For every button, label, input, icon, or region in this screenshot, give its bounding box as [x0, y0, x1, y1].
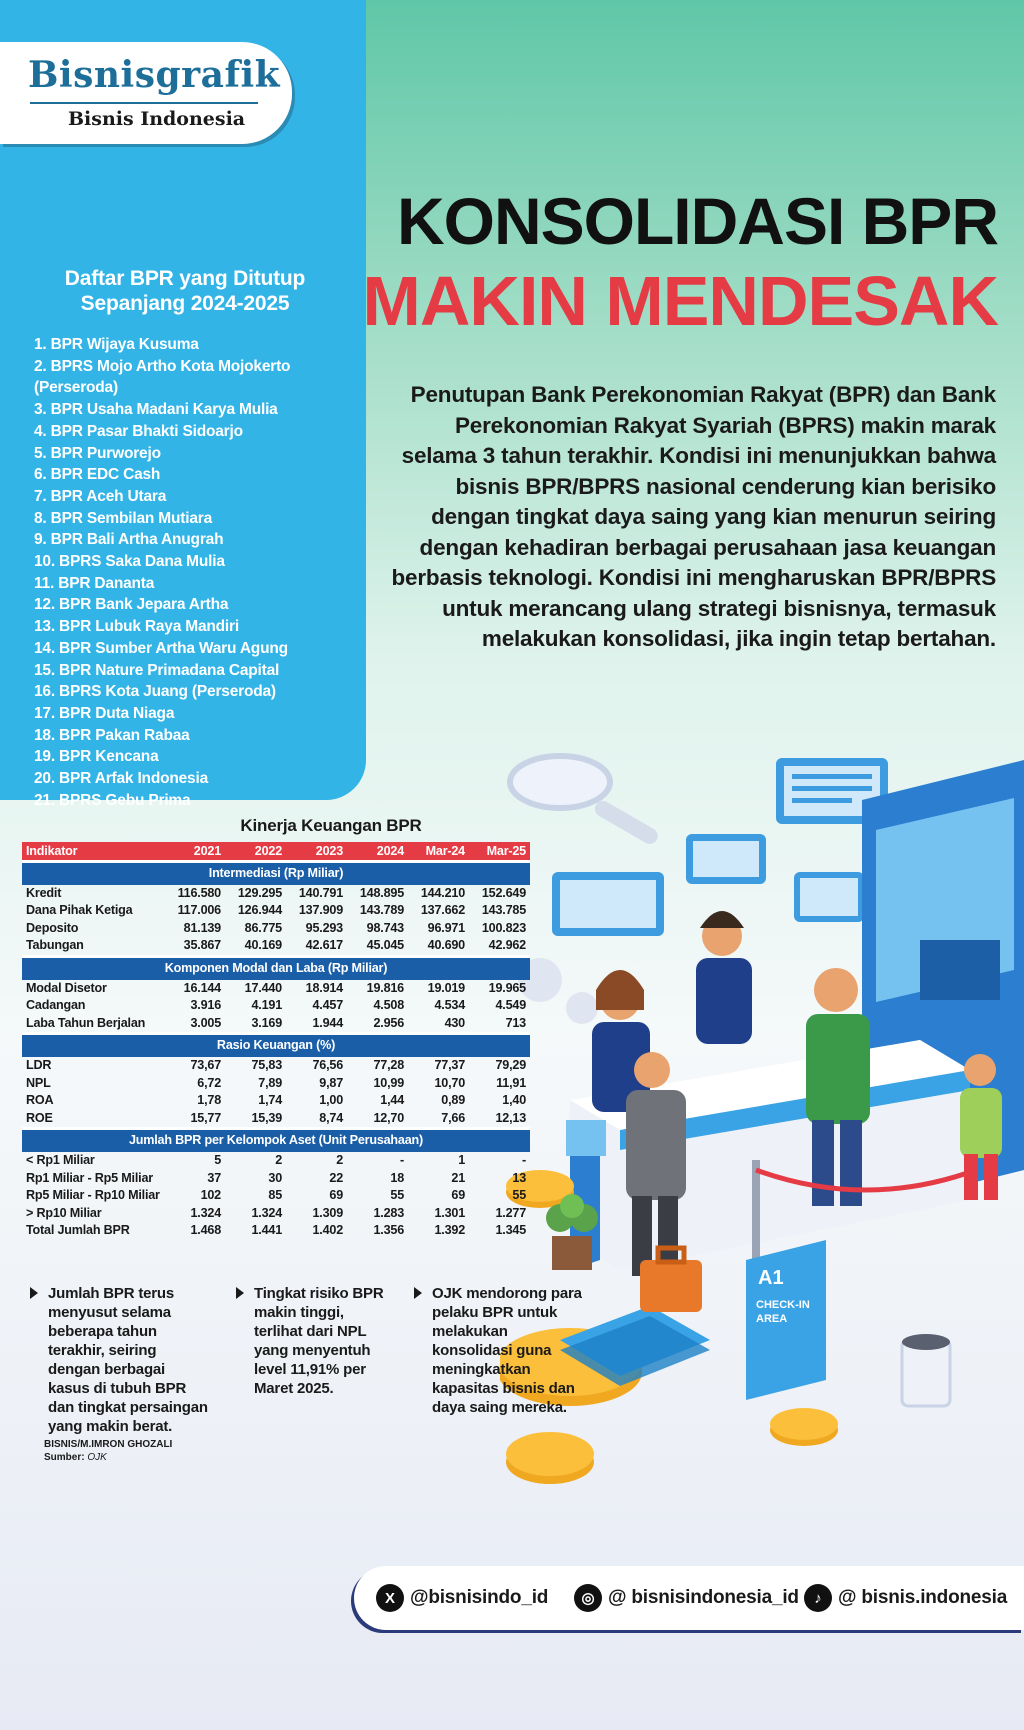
row-value: 18: [390, 1170, 404, 1185]
closed-bpr-item: 17. BPR Duta Niaga: [34, 704, 175, 722]
table-body: [22, 862, 530, 1240]
section-header-row: [22, 1034, 530, 1057]
row-value: 4.508: [373, 998, 404, 1013]
row-value: 12,13: [495, 1110, 526, 1125]
teller-man: [696, 911, 752, 1044]
row-value: 143.789: [359, 903, 404, 918]
row-value: 1.402: [312, 1223, 343, 1238]
row-value: 1.283: [373, 1205, 404, 1220]
row-label: NPL: [26, 1075, 51, 1090]
table-row: [22, 1075, 530, 1093]
section-header-row: [22, 1129, 530, 1152]
social-instagram[interactable]: [574, 1584, 799, 1612]
row-value: 102: [200, 1188, 221, 1203]
closed-bpr-item: 5. BPR Purworejo: [34, 444, 161, 462]
closed-bpr-item: 20. BPR Arfak Indonesia: [34, 770, 208, 788]
closed-bpr-item: 3. BPR Usaha Madani Karya Mulia: [34, 401, 278, 419]
credit-source: [44, 1451, 172, 1464]
row-value: 13: [512, 1170, 526, 1185]
row-value: 75,83: [251, 1057, 282, 1072]
section-title: Rasio Keuangan (%): [22, 1034, 530, 1057]
row-value: 55: [390, 1188, 404, 1203]
check-in-sign: [746, 1240, 826, 1400]
section-header-row: [22, 862, 530, 885]
row-label: > Rp10 Miliar: [26, 1205, 102, 1220]
row-value: 7,66: [441, 1110, 465, 1125]
row-value: 4.534: [434, 998, 465, 1013]
closed-bpr-item: 10. BPRS Saka Dana Mulia: [34, 553, 225, 571]
tiktok-icon: ♪: [804, 1584, 832, 1612]
closed-bpr-item: 6. BPR EDC Cash: [34, 466, 161, 484]
row-label: Tabungan: [26, 938, 84, 953]
bank-illustration: [500, 740, 1024, 1600]
column-header: Mar-24: [408, 842, 469, 862]
financial-performance-table: [22, 816, 530, 1240]
row-value: 98.743: [366, 920, 404, 935]
row-value: -: [522, 1152, 526, 1167]
row-label: Dana Pihak Ketiga: [26, 903, 133, 918]
table-row: [22, 997, 530, 1015]
row-value: 16.144: [183, 980, 221, 995]
credit-author: BISNIS/M.IMRON GHOZALI: [44, 1439, 173, 1450]
sign-text-2: AREA: [756, 1313, 788, 1325]
row-value: 2: [336, 1152, 343, 1167]
coin-icon-right: [770, 1408, 838, 1446]
triangle-bullet-icon: [414, 1287, 422, 1299]
closed-bpr-item: 12. BPR Bank Jepara Artha: [34, 596, 229, 614]
section-title: Jumlah BPR per Kelompok Aset (Unit Perusahaan): [22, 1129, 530, 1152]
row-value: 19.816: [366, 980, 404, 995]
row-label: ROA: [26, 1093, 54, 1108]
magnifier-icon: [510, 756, 661, 847]
row-label: Rp5 Miliar - Rp10 Miliar: [26, 1188, 160, 1203]
row-value: 15,39: [251, 1110, 282, 1125]
row-value: 77,28: [373, 1057, 404, 1072]
row-label: < Rp1 Miliar: [26, 1152, 95, 1167]
headline-line1: KONSOLIDASI BPR: [396, 184, 998, 258]
row-value: 1.392: [434, 1223, 465, 1238]
note-2-text: Tingkat risiko BPR makin tinggi, terlihat dari NPL yang menyentuh level 11,91% per Maret 2025.: [254, 1285, 384, 1397]
brand-title: Bisnisgrafik: [28, 54, 281, 96]
row-value: 129.295: [237, 885, 282, 900]
row-label: Deposito: [26, 920, 79, 935]
closed-list-heading-line1: Daftar BPR yang Ditutup: [64, 267, 306, 290]
trash-bin-icon: [902, 1334, 950, 1406]
row-label: ROE: [26, 1110, 53, 1125]
row-label: Laba Tahun Berjalan: [26, 1015, 146, 1030]
note-1: [30, 1284, 210, 1436]
closed-bpr-item: 4. BPR Pasar Bhakti Sidoarjo: [34, 422, 243, 440]
row-value: 96.971: [427, 920, 465, 935]
row-value: 4.191: [251, 998, 282, 1013]
gear-icon: [518, 958, 598, 1024]
row-value: 1.324: [190, 1205, 221, 1220]
row-value: 1,40: [502, 1093, 526, 1108]
row-value: 69: [329, 1188, 343, 1203]
table-header-row: [22, 842, 530, 862]
closed-bpr-item: 19. BPR Kencana: [34, 748, 159, 766]
row-value: 144.210: [420, 885, 465, 900]
social-bar: [354, 1566, 1024, 1630]
source-name: OJK: [87, 1452, 107, 1463]
table-row: [22, 920, 530, 938]
brand-logo: [0, 42, 292, 144]
row-value: 116.580: [177, 885, 221, 900]
row-value: 37: [207, 1170, 221, 1185]
table-row: [22, 1092, 530, 1110]
column-header: Indikator: [22, 842, 164, 862]
note-3: [414, 1284, 590, 1417]
sign-code: A1: [758, 1267, 784, 1289]
row-value: 5: [214, 1152, 221, 1167]
row-value: 3.916: [190, 998, 221, 1013]
section-title: Komponen Modal dan Laba (Rp Miliar): [22, 956, 530, 979]
row-value: 1.944: [312, 1015, 343, 1030]
row-value: 137.909: [298, 903, 343, 918]
social-x-handle: @bisnisindo_id: [410, 1587, 549, 1608]
row-value: 1.345: [495, 1223, 526, 1238]
screen-icon-2: [686, 834, 766, 884]
closed-bpr-item: 13. BPR Lubuk Raya Mandiri: [34, 618, 239, 636]
table-row: [22, 1015, 530, 1034]
table-title: Kinerja Keuangan BPR: [240, 816, 422, 835]
row-value: 2.956: [373, 1015, 404, 1030]
row-value: 30: [268, 1170, 282, 1185]
note-3-text: OJK mendorong para pelaku BPR untuk melakukan konsolidasi guna meningkatkan kapasitas bisnis dan daya saing mereka.: [432, 1285, 582, 1416]
table-row: [22, 902, 530, 920]
closed-bpr-item: 11. BPR Dananta: [34, 574, 155, 592]
column-header: 2023: [286, 842, 347, 862]
row-value: 137.662: [420, 903, 465, 918]
row-value: 3.005: [190, 1015, 221, 1030]
row-value: 11,91: [496, 1075, 526, 1090]
row-value: 35.867: [183, 938, 221, 953]
row-value: 1.277: [495, 1205, 526, 1220]
closed-bpr-item: 8. BPR Sembilan Mutiara: [34, 509, 213, 527]
closed-bpr-item: 1. BPR Wijaya Kusuma: [34, 336, 199, 353]
closed-list-heading: [40, 266, 330, 316]
table-row: [22, 1187, 530, 1205]
row-value: 1.441: [251, 1223, 282, 1238]
row-value: 19.019: [427, 980, 465, 995]
column-header: Mar-25: [469, 842, 530, 862]
row-value: 126.944: [237, 903, 282, 918]
closed-bpr-item: 9. BPR Bali Artha Anugrah: [34, 531, 224, 549]
row-value: 1.309: [312, 1205, 343, 1220]
row-value: 1,44: [380, 1093, 404, 1108]
closed-bpr-panel: [0, 0, 366, 809]
section-title: Intermediasi (Rp Miliar): [22, 862, 530, 885]
row-value: 1.468: [190, 1223, 221, 1238]
row-value: 1.324: [251, 1205, 282, 1220]
row-label: Modal Disetor: [26, 980, 107, 995]
row-value: 40.169: [244, 938, 282, 953]
row-value: 7,89: [258, 1075, 282, 1090]
row-value: 21: [451, 1170, 465, 1185]
table-row: [22, 1222, 530, 1240]
table-row: [22, 1205, 530, 1223]
instagram-icon: ◎: [574, 1584, 602, 1612]
row-value: 152.649: [481, 885, 526, 900]
column-header: 2021: [164, 842, 225, 862]
headline-line2: MAKIN MENDESAK: [362, 262, 998, 340]
row-value: 45.045: [366, 938, 404, 953]
row-value: 73,67: [190, 1057, 221, 1072]
closed-bpr-item: 2. BPRS Mojo Artho Kota Mojokerto (Perseroda): [34, 357, 291, 397]
row-value: 1.301: [434, 1205, 465, 1220]
column-header: 2022: [225, 842, 286, 862]
row-value: 1,00: [319, 1093, 343, 1108]
brand-divider: [30, 102, 258, 104]
closed-bpr-item: 16. BPRS Kota Juang (Perseroda): [34, 683, 276, 701]
row-value: 117.006: [177, 903, 221, 918]
row-value: 17.440: [244, 980, 282, 995]
row-value: 1,78: [197, 1093, 221, 1108]
closed-bpr-item: 7. BPR Aceh Utara: [34, 487, 167, 505]
screen-icon-4: [794, 872, 864, 922]
row-value: 40.690: [427, 938, 465, 953]
source-label: Sumber:: [44, 1452, 85, 1463]
table-row: [22, 937, 530, 956]
x-icon: X: [376, 1584, 404, 1612]
row-value: 140.791: [298, 885, 343, 900]
triangle-bullet-icon: [30, 1287, 38, 1299]
row-value: 19.965: [488, 980, 526, 995]
row-value: 10,70: [434, 1075, 465, 1090]
row-value: 95.293: [305, 920, 343, 935]
row-label: LDR: [26, 1057, 52, 1072]
row-value: 1.356: [373, 1223, 404, 1238]
row-value: 55: [512, 1188, 526, 1203]
row-value: 430: [444, 1015, 465, 1030]
intro-paragraph: Penutupan Bank Perekonomian Rakyat (BPR) dan Bank Perekonomian Rakyat Syariah (BPRS) makin marak selama 3 tahun terakhir. Kondisi ini menunjukkan bahwa bisnis BPR/BPRS nasional cenderung kian berisiko dengan tingkat daya saing yang kian menurun seiring dengan kehadiran berbagai perusahaan jasa keuangan berbasis teknologi. Kondisi ini mengharuskan BPR/BPRS untuk merancang ulang strategi bisnisnya, termasuk melakukan konsolidasi, jika ingin tetap bertahan.: [391, 382, 996, 651]
row-value: 42.617: [305, 938, 343, 953]
table-row: [22, 1152, 530, 1170]
social-instagram-handle: @ bisnisindonesia_id: [608, 1587, 799, 1608]
row-value: 143.785: [481, 903, 526, 918]
credit-block: [44, 1438, 172, 1464]
social-tiktok[interactable]: [804, 1584, 1007, 1612]
table-row: [22, 885, 530, 903]
row-label: Total Jumlah BPR: [26, 1223, 130, 1238]
row-value: 18.914: [305, 980, 343, 995]
performance-table: [22, 842, 530, 1240]
row-value: 4.457: [312, 998, 343, 1013]
row-value: 148.895: [359, 885, 404, 900]
row-value: 42.962: [488, 938, 526, 953]
closed-bpr-item: 21. BPRS Gebu Prima: [34, 791, 191, 809]
row-value: 86.775: [244, 920, 282, 935]
closed-bpr-item: 15. BPR Nature Primadana Capital: [34, 661, 280, 679]
closed-bpr-list: [34, 334, 366, 811]
note-2: [236, 1284, 396, 1398]
brand-subtitle: Bisnis Indonesia: [68, 108, 246, 130]
row-value: 76,56: [312, 1057, 343, 1072]
row-value: 100.823: [481, 920, 526, 935]
row-value: 0,89: [441, 1093, 465, 1108]
column-header: 2024: [347, 842, 408, 862]
triangle-bullet-icon: [236, 1287, 244, 1299]
row-label: Kredit: [26, 885, 62, 900]
closed-list-heading-line2: Sepanjang 2024-2025: [80, 292, 290, 315]
row-value: 85: [268, 1188, 282, 1203]
row-value: 8,74: [319, 1110, 343, 1125]
row-value: -: [400, 1152, 404, 1167]
closed-bpr-item: 18. BPR Pakan Rabaa: [34, 726, 190, 744]
row-value: 4.549: [495, 998, 526, 1013]
row-value: 713: [505, 1015, 526, 1030]
row-label: Cadangan: [26, 998, 86, 1013]
sign-text-1: CHECK-IN: [756, 1299, 810, 1311]
table-row: [22, 1170, 530, 1188]
table-row: [22, 1057, 530, 1075]
row-value: 22: [329, 1170, 343, 1185]
note-1-text: Jumlah BPR terus menyusut selama beberapa tahun terakhir, seiring dengan berbagai kasus di tubuh BPR dan tingkat persaingan yang makin berat.: [48, 1285, 208, 1435]
row-value: 1,74: [258, 1093, 282, 1108]
row-value: 69: [451, 1188, 465, 1203]
row-value: 6,72: [197, 1075, 221, 1090]
screen-icon-1: [552, 872, 664, 936]
row-value: 77,37: [434, 1057, 465, 1072]
coin-icon-medium: [506, 1432, 594, 1484]
row-value: 79,29: [495, 1057, 526, 1072]
row-label: Rp1 Miliar - Rp5 Miliar: [26, 1170, 153, 1185]
row-value: 1: [458, 1152, 465, 1167]
table-row: [22, 980, 530, 998]
social-x[interactable]: [376, 1584, 548, 1612]
table-row: [22, 1110, 530, 1129]
row-value: 15,77: [190, 1110, 221, 1125]
closed-bpr-item: 14. BPR Sumber Artha Waru Agung: [34, 639, 288, 657]
row-value: 2: [275, 1152, 282, 1167]
social-tiktok-handle: @ bisnis.indonesia: [838, 1587, 1008, 1608]
row-value: 10,99: [373, 1075, 404, 1090]
section-header-row: [22, 956, 530, 979]
row-value: 9,87: [319, 1075, 343, 1090]
row-value: 3.169: [251, 1015, 282, 1030]
row-value: 81.139: [183, 920, 221, 935]
row-value: 12,70: [373, 1110, 404, 1125]
